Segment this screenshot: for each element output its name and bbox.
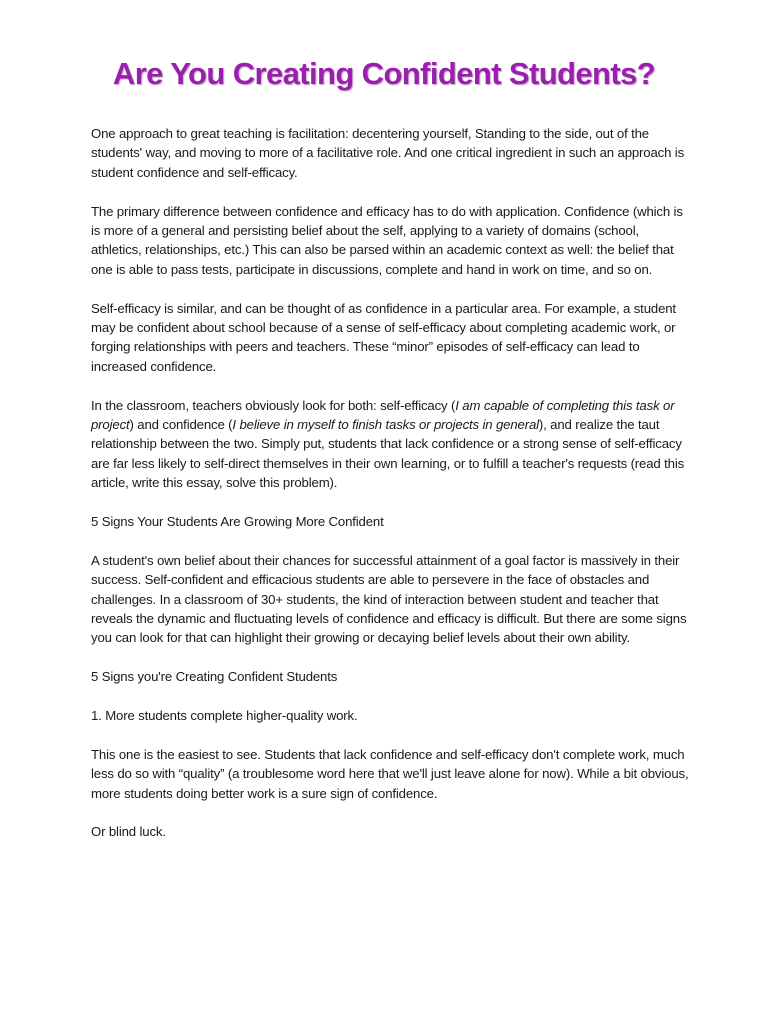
paragraph-confidence-vs-efficacy: The primary difference between confidence and efficacy has to do with application. Confidence (which is is more of a general and persisting belief about the self, applying to a variety of domains (school, athletics, relationships, etc.) This can also be parsed within an academic context as well: the belief that one is able to pass tests, participate in discussions, complete and hand in work on time, and so on. [91, 203, 683, 277]
paragraph-sign-1: This one is the easiest to see. Students that lack confidence and self-efficacy don't complete work, much less do so with “quality” (a troublesome word here that we'll just leave alone for now). While a bit obvious, more students doing better work is a sure sign of confidence. [91, 746, 689, 801]
paragraph-classroom-text-1: In the classroom, teachers obviously look for both: self-efficacy ( [91, 397, 456, 413]
section-heading-creating-confident: 5 Signs you're Creating Confident Students [91, 669, 338, 685]
paragraph-self-efficacy: Self-efficacy is similar, and can be thought of as confidence in a particular area. For example, a student may be confident about school because of a sense of self-efficacy about completing academic work, or forging relationships with peers and teachers. These “minor” episodes of self-efficacy can lead to increased confidence. [91, 300, 676, 374]
paragraph-classroom-italic-2: I believe in myself to finish tasks or projects in general [232, 417, 539, 433]
paragraph-classroom [91, 396, 691, 493]
paragraph-intro: One approach to great teaching is facilitation: decentering yourself, Standing to the side, out of the students' way, and moving to more of a facilitative role. And one critical ingredient in such an approach is student confidence and self-efficacy. [91, 126, 685, 180]
page-title: Are You Creating Confident Students? [112, 56, 656, 91]
paragraph-classroom-text-3: ), and realize the taut relationship between the two. Simply put, students that lack confidence or a strong sense of self-efficacy are far less likely to self-direct themselves in their own learning, or to fulfill a teacher's requests (read this article, write this essay, solve this problem). [91, 417, 685, 491]
paragraph-blind-luck: Or blind luck. [91, 824, 166, 840]
section-heading-growing-confident: 5 Signs Your Students Are Growing More Confident [91, 514, 384, 530]
paragraph-student-belief: A student's own belief about their chances for successful attainment of a goal factor is massively in their success. Self-confident and efficacious students are able to persevere in the face of obstacles and challenges. In a classroom of 30+ students, the kind of interaction between student and teacher that reveals the dynamic and fluctuating levels of confidence and efficacy is difficult. But there are some signs you can look for that can highlight their growing or decaying belief levels about their own ability. [91, 552, 687, 646]
section-heading-sign-1: 1. More students complete higher-quality work. [91, 708, 358, 724]
document-body [91, 124, 691, 861]
paragraph-classroom-text-2: ) and confidence ( [129, 417, 233, 433]
paragraph-classroom-italic-1: I am capable of completing this task or project [91, 397, 675, 433]
